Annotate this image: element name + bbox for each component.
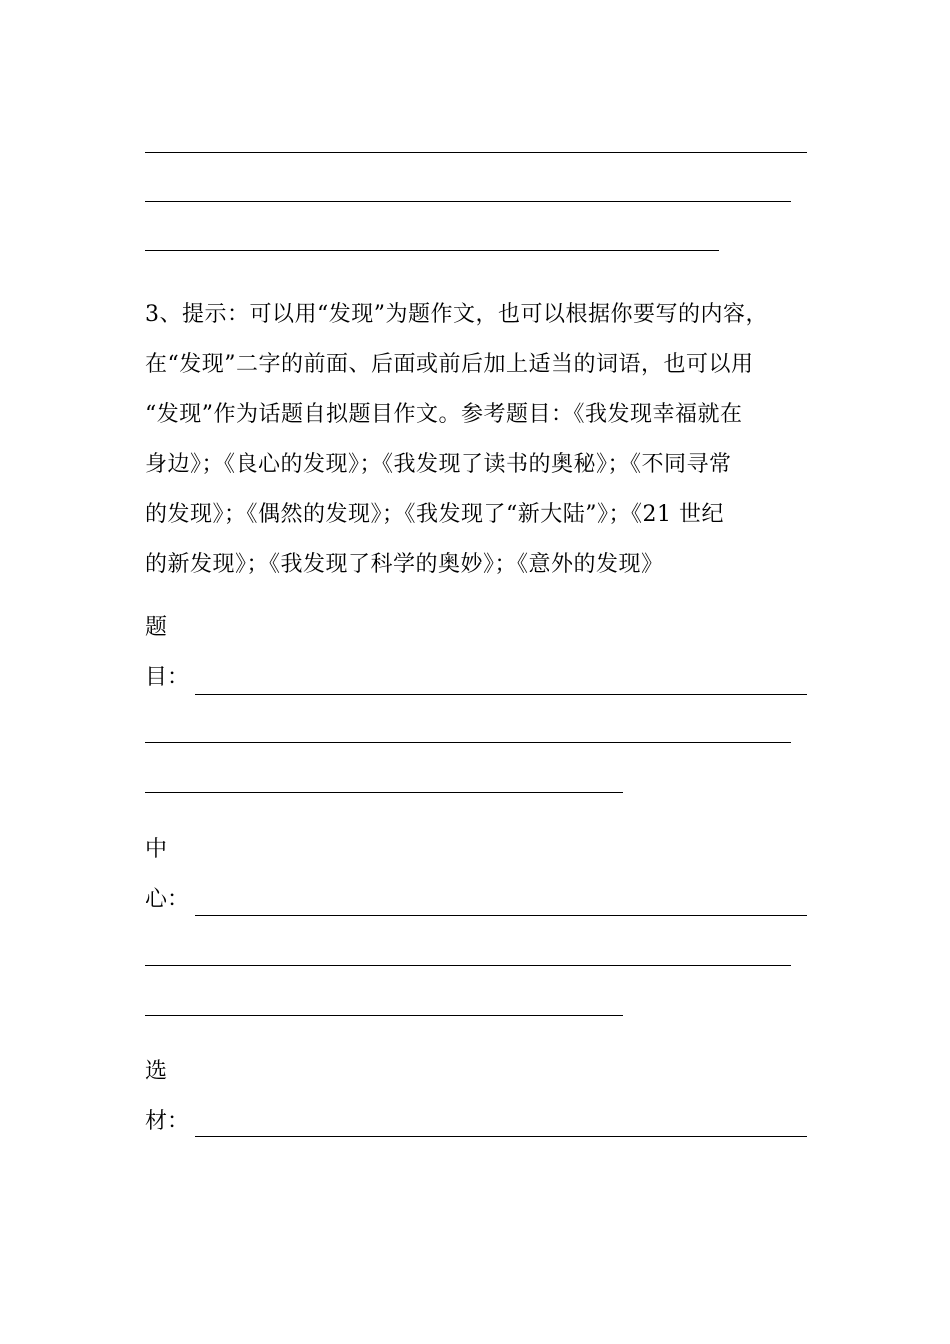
title-label-char1: 题 (145, 615, 168, 640)
center-label-char2: 心： (145, 887, 190, 912)
prompt-line: 身边》；《良心的发现》；《我发现了读书的奥秘》；《不同寻常 (145, 452, 732, 477)
answer-line (145, 201, 791, 202)
title-answer-line[interactable] (195, 694, 807, 695)
material-answer-line[interactable] (195, 1136, 807, 1137)
answer-line (145, 152, 807, 153)
center-answer-line[interactable] (195, 915, 807, 916)
title-answer-line[interactable] (145, 792, 623, 793)
prompt-line: 的新发现》；《我发现了科学的奥妙》；《意外的发现》 (145, 552, 664, 577)
material-label-char2: 材： (145, 1109, 190, 1134)
prompt-line: 在“发现”二字的前面、后面或前后加上适当的词语，也可以用 (145, 352, 754, 377)
title-answer-line[interactable] (145, 742, 791, 743)
prompt-line: 3、提示：可以用“发现”为题作文，也可以根据你要写的内容， (145, 302, 768, 327)
center-answer-line[interactable] (145, 965, 791, 966)
center-label-char1: 中 (145, 837, 168, 862)
prompt-line: “发现”作为话题自拟题目作文。参考题目：《我发现幸福就在 (145, 402, 743, 427)
prompt-line: 的发现》；《偶然的发现》；《我发现了“新大陆”》；《21 世纪 (145, 502, 724, 527)
title-label-char2: 目： (145, 665, 190, 690)
center-answer-line[interactable] (145, 1015, 623, 1016)
answer-line (145, 250, 719, 251)
material-label-char1: 选 (145, 1059, 168, 1084)
writing-prompt (145, 290, 809, 590)
